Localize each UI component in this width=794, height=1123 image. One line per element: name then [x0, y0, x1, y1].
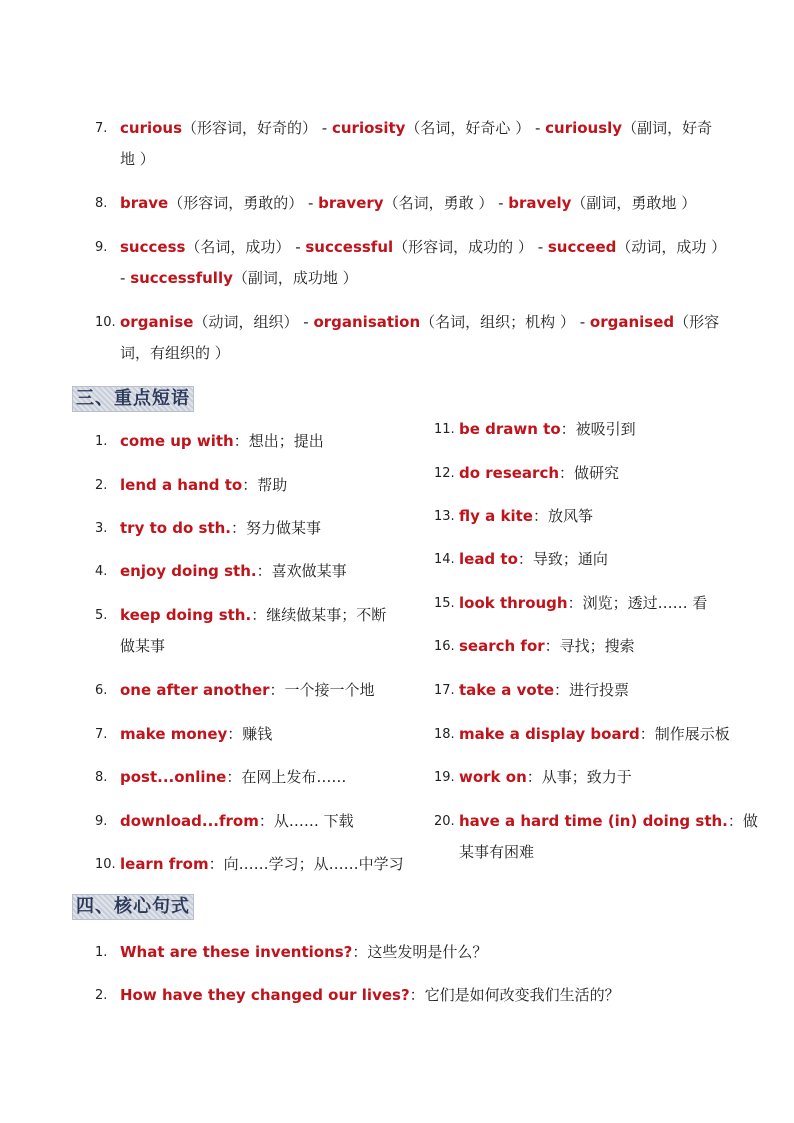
item-number: 16.	[434, 639, 455, 654]
chinese-gloss: （名词，成功） -	[185, 238, 306, 256]
english-term: curiously	[545, 119, 623, 137]
chinese-gloss: ：向……学习；从……中学习	[208, 855, 404, 873]
chinese-gloss: ：进行投票	[554, 681, 630, 699]
chinese-gloss: （副词，勇敢地 ）	[571, 194, 697, 212]
chinese-gloss: （副词，成功地 ）	[232, 269, 358, 287]
item-text	[120, 849, 404, 880]
item-text	[459, 762, 632, 793]
chinese-gloss: 某事有困难	[459, 843, 535, 861]
item-line	[459, 719, 730, 750]
chinese-gloss: （名词，勇敢 ） -	[383, 194, 509, 212]
chinese-gloss: ：帮助	[242, 476, 288, 494]
chinese-gloss: ：被吸引到	[560, 420, 636, 438]
item-line	[120, 849, 404, 880]
english-term: successfully	[130, 269, 233, 287]
item-line	[120, 113, 712, 144]
english-term: try to do sth.	[120, 519, 232, 537]
english-term: organise	[120, 313, 194, 331]
item-number: 7.	[95, 727, 108, 742]
english-term: take a vote	[459, 681, 555, 699]
item-text	[120, 232, 726, 294]
chinese-gloss: ：一个接一个地	[269, 681, 375, 699]
item-text	[120, 426, 324, 457]
item-text	[120, 188, 696, 219]
item-number: 2.	[95, 988, 108, 1003]
chinese-gloss: ：放风筝	[532, 507, 593, 525]
item-line	[120, 188, 696, 219]
item-text	[120, 937, 487, 968]
english-term: organised	[589, 313, 675, 331]
chinese-gloss: ：赚钱	[227, 725, 273, 743]
english-term: one after another	[120, 681, 270, 699]
chinese-gloss: ：继续做某事；不断	[251, 606, 387, 624]
chinese-gloss: （动词，组织） -	[193, 313, 314, 331]
item-text	[459, 631, 635, 662]
item-text	[120, 470, 287, 501]
english-term: learn from	[120, 855, 209, 873]
english-term: bravery	[318, 194, 384, 212]
english-term: enjoy doing sth.	[120, 562, 257, 580]
english-term: What are these inventions?	[120, 943, 353, 961]
item-line	[459, 414, 636, 445]
item-line	[120, 144, 712, 175]
chinese-gloss: （形容	[674, 313, 720, 331]
item-line	[120, 719, 272, 750]
chinese-gloss: ：从…… 下载	[258, 812, 354, 830]
item-number: 9.	[95, 240, 108, 255]
item-line	[459, 837, 758, 868]
english-term: do research	[459, 464, 560, 482]
item-text	[120, 806, 354, 837]
item-line	[459, 458, 619, 489]
english-term: search for	[459, 637, 545, 655]
item-number: 11.	[434, 422, 455, 437]
item-line	[120, 980, 620, 1011]
item-number: 6.	[95, 683, 108, 698]
chinese-gloss: ：它们是如何改变我们生活的？	[409, 986, 620, 1004]
chinese-gloss: ：做	[727, 812, 758, 830]
item-text	[459, 501, 593, 532]
item-text	[459, 675, 629, 706]
item-number: 1.	[95, 434, 108, 449]
chinese-gloss: ：在网上发布……	[226, 768, 347, 786]
item-number: 8.	[95, 770, 108, 785]
item-line	[120, 426, 324, 457]
english-term: be drawn to	[459, 420, 561, 438]
item-text	[120, 513, 321, 544]
chinese-gloss: （名词，组织；机构 ） -	[420, 313, 590, 331]
chinese-gloss: 地 ）	[120, 150, 155, 168]
item-number: 14.	[434, 552, 455, 567]
chinese-gloss: -	[120, 269, 131, 287]
item-number: 18.	[434, 727, 455, 742]
english-term: brave	[120, 194, 169, 212]
item-text	[120, 980, 620, 1011]
chinese-gloss: （动词，成功 ）	[616, 238, 727, 256]
item-line	[459, 806, 758, 837]
item-text	[120, 113, 712, 175]
section-title-core-sentences: 四、核心句式	[72, 894, 194, 920]
english-term: bravely	[508, 194, 572, 212]
item-number: 13.	[434, 509, 455, 524]
chinese-gloss: ：从事；致力于	[526, 768, 632, 786]
item-text	[459, 458, 619, 489]
item-text	[459, 544, 608, 575]
chinese-gloss: ：这些发明是什么？	[352, 943, 488, 961]
english-term: download...from	[120, 812, 259, 830]
item-number: 9.	[95, 814, 108, 829]
item-line	[120, 762, 346, 793]
item-number: 3.	[95, 521, 108, 536]
item-line	[120, 937, 487, 968]
item-line	[120, 232, 726, 263]
item-text	[459, 414, 636, 445]
item-line	[120, 675, 375, 706]
item-line	[120, 470, 287, 501]
item-text	[120, 600, 386, 662]
chinese-gloss: （名词，好奇心 ） -	[405, 119, 546, 137]
item-line	[120, 338, 719, 369]
english-term: have a hard time (in) doing sth.	[459, 812, 728, 830]
english-term: curious	[120, 119, 183, 137]
item-number: 17.	[434, 683, 455, 698]
item-number: 4.	[95, 564, 108, 579]
section-title-key-phrases: 三、重点短语	[72, 386, 194, 412]
item-line	[120, 307, 719, 338]
item-text	[120, 307, 719, 369]
chinese-gloss: ：喜欢做某事	[256, 562, 347, 580]
item-number: 2.	[95, 478, 108, 493]
item-number: 7.	[95, 121, 108, 136]
item-line	[120, 631, 386, 662]
item-number: 8.	[95, 196, 108, 211]
item-line	[459, 675, 629, 706]
chinese-gloss: （副词，好奇	[622, 119, 713, 137]
item-number: 15.	[434, 596, 455, 611]
item-number: 20.	[434, 814, 455, 829]
chinese-gloss: ：寻找；搜索	[544, 637, 635, 655]
english-term: keep doing sth.	[120, 606, 252, 624]
item-line	[459, 544, 608, 575]
item-line	[459, 762, 632, 793]
item-line	[120, 556, 347, 587]
english-term: succeed	[547, 238, 617, 256]
item-text	[120, 556, 347, 587]
chinese-gloss: 词，有组织的 ）	[120, 344, 230, 362]
english-term: come up with	[120, 432, 234, 450]
chinese-gloss: ：导致；通向	[517, 550, 608, 568]
item-number: 10.	[95, 315, 116, 330]
item-text	[120, 675, 375, 706]
english-term: successful	[305, 238, 394, 256]
item-number: 19.	[434, 770, 455, 785]
chinese-gloss: ：制作展示板	[639, 725, 730, 743]
chinese-gloss: （形容词，好奇的） -	[182, 119, 332, 137]
item-text	[120, 762, 346, 793]
chinese-gloss: ：想出；提出	[233, 432, 324, 450]
item-line	[459, 588, 707, 619]
english-term: fly a kite	[459, 507, 533, 525]
chinese-gloss: ：努力做某事	[231, 519, 322, 537]
item-text	[459, 588, 707, 619]
english-term: make money	[120, 725, 228, 743]
item-number: 5.	[95, 608, 108, 623]
chinese-gloss: 做某事	[120, 637, 166, 655]
item-line	[459, 501, 593, 532]
item-number: 10.	[95, 857, 116, 872]
item-text	[120, 719, 272, 750]
chinese-gloss: ：浏览；透过…… 看	[567, 594, 708, 612]
english-term: post...online	[120, 768, 227, 786]
item-line	[120, 263, 726, 294]
item-text	[459, 806, 758, 868]
english-term: make a display board	[459, 725, 640, 743]
chinese-gloss: （形容词，成功的 ） -	[393, 238, 548, 256]
english-term: organisation	[313, 313, 421, 331]
english-term: lend a hand to	[120, 476, 243, 494]
item-text	[459, 719, 730, 750]
item-line	[120, 806, 354, 837]
english-term: work on	[459, 768, 527, 786]
item-line	[459, 631, 635, 662]
english-term: curiosity	[331, 119, 406, 137]
chinese-gloss: ：做研究	[559, 464, 620, 482]
item-line	[120, 513, 321, 544]
english-term: How have they changed our lives?	[120, 986, 410, 1004]
english-term: lead to	[459, 550, 518, 568]
item-number: 1.	[95, 945, 108, 960]
item-line	[120, 600, 386, 631]
chinese-gloss: （形容词，勇敢的） -	[168, 194, 319, 212]
english-term: success	[120, 238, 186, 256]
english-term: look through	[459, 594, 568, 612]
item-number: 12.	[434, 466, 455, 481]
